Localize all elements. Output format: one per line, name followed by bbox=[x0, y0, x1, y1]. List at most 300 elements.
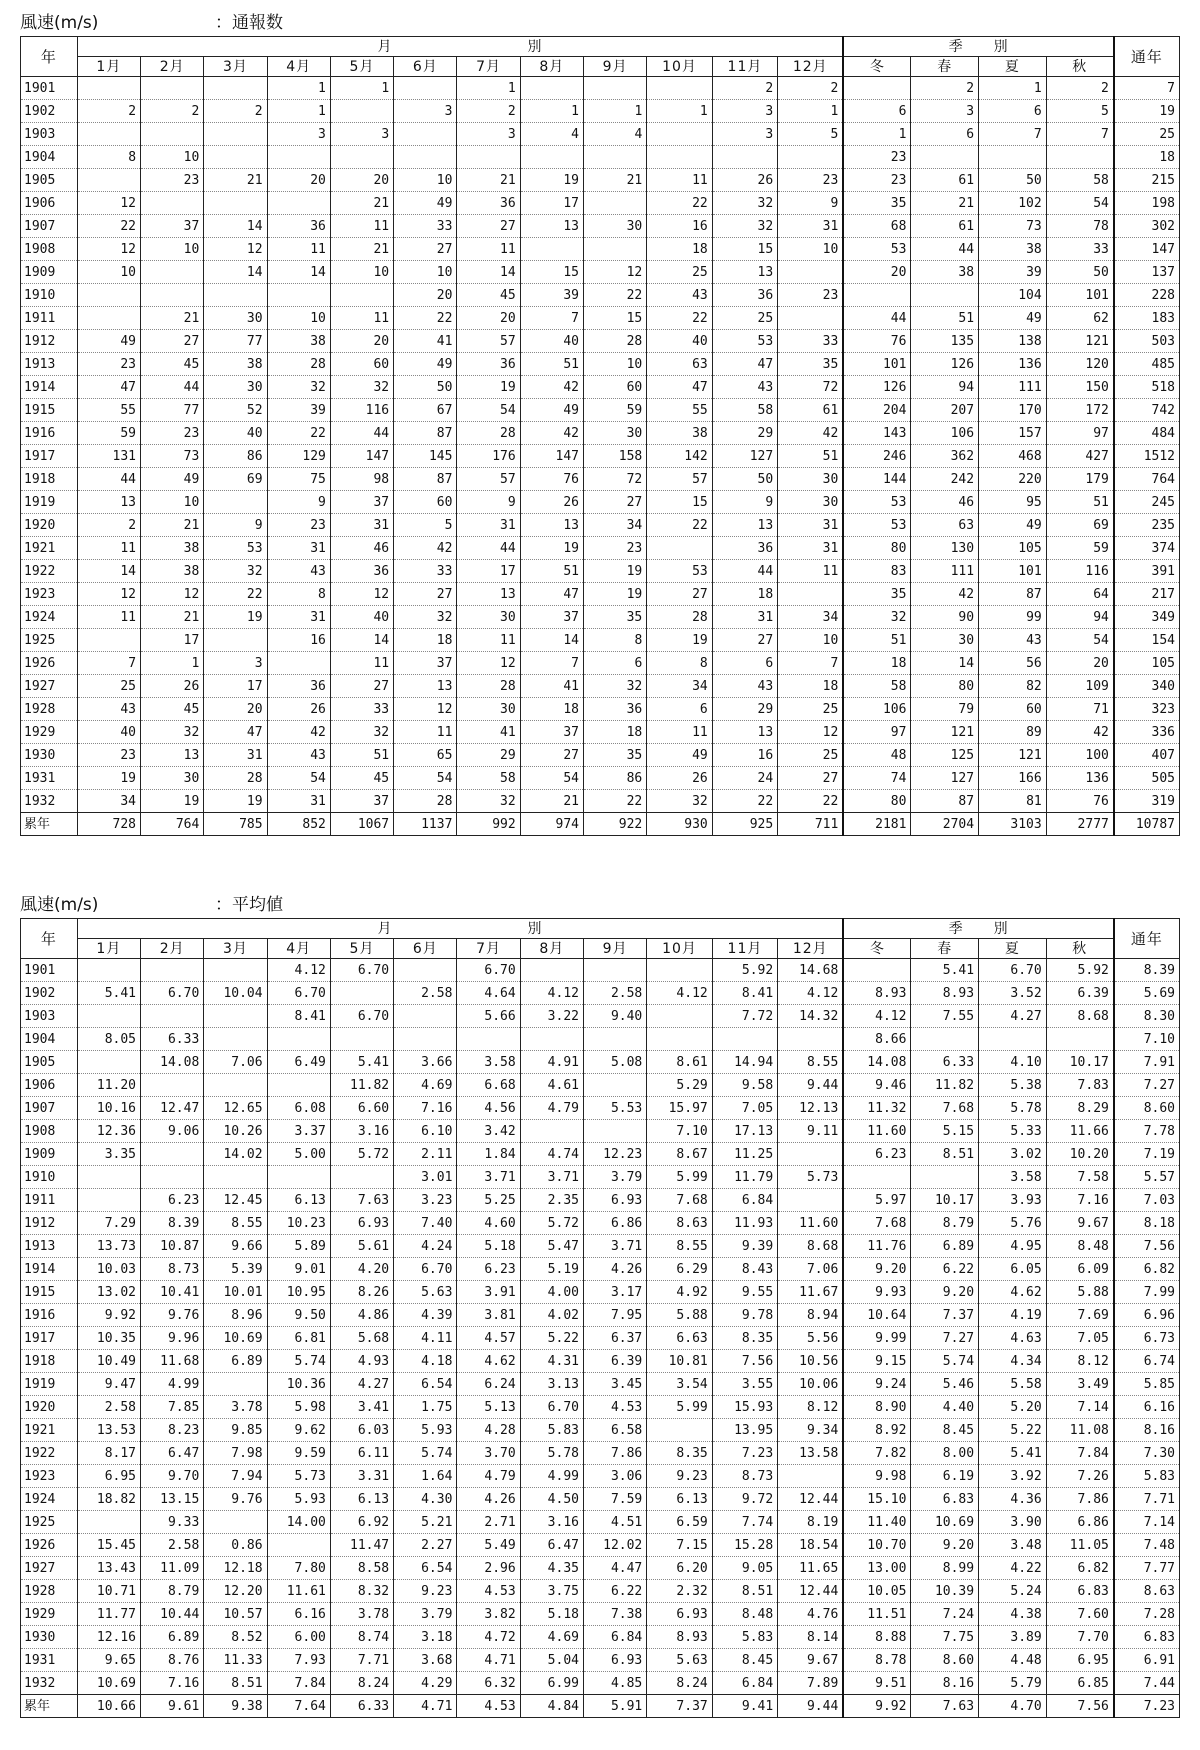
value-cell: 8.63 bbox=[1114, 1580, 1180, 1603]
month-header: 5月 bbox=[330, 939, 393, 959]
value-cell bbox=[778, 583, 844, 606]
value-cell: 7 bbox=[979, 123, 1047, 146]
value-cell: 2 bbox=[712, 77, 777, 100]
value-cell: 76 bbox=[520, 468, 583, 491]
value-cell: 14.94 bbox=[712, 1051, 777, 1074]
value-cell: 6.93 bbox=[583, 1189, 646, 1212]
value-cell: 6.70 bbox=[330, 959, 393, 982]
value-cell: 23 bbox=[267, 514, 330, 537]
value-cell: 9.66 bbox=[204, 1235, 267, 1258]
value-cell: 2.96 bbox=[457, 1557, 520, 1580]
value-cell: 5.56 bbox=[778, 1327, 844, 1350]
value-cell: 7.27 bbox=[1114, 1074, 1180, 1097]
value-cell: 15 bbox=[583, 307, 646, 330]
value-cell: 4.72 bbox=[457, 1626, 520, 1649]
value-cell: 4.53 bbox=[457, 1695, 520, 1718]
value-cell: 42 bbox=[911, 583, 979, 606]
value-cell: 59 bbox=[77, 422, 140, 445]
value-cell: 15.97 bbox=[647, 1097, 712, 1120]
value-cell: 136 bbox=[979, 353, 1047, 376]
value-cell bbox=[583, 77, 646, 100]
value-cell: 36 bbox=[457, 192, 520, 215]
year-cell: 1932 bbox=[21, 790, 78, 813]
table-row bbox=[21, 1626, 1180, 1649]
value-cell: 5.41 bbox=[330, 1051, 393, 1074]
value-cell: 7.82 bbox=[843, 1442, 911, 1465]
value-cell: 13.00 bbox=[843, 1557, 911, 1580]
value-cell: 4.12 bbox=[778, 982, 844, 1005]
value-cell: 1 bbox=[520, 100, 583, 123]
value-cell: 6.68 bbox=[457, 1074, 520, 1097]
value-cell: 4.79 bbox=[520, 1097, 583, 1120]
table-block-counts bbox=[20, 10, 1180, 836]
value-cell: 43 bbox=[267, 744, 330, 767]
month-header: 9月 bbox=[583, 939, 646, 959]
value-cell: 46 bbox=[911, 491, 979, 514]
value-cell: 53 bbox=[843, 514, 911, 537]
value-cell: 8.94 bbox=[778, 1304, 844, 1327]
value-cell bbox=[647, 1005, 712, 1028]
value-cell: 8.79 bbox=[141, 1580, 204, 1603]
value-cell: 2 bbox=[457, 100, 520, 123]
value-cell: 6.19 bbox=[911, 1465, 979, 1488]
value-cell: 1 bbox=[267, 100, 330, 123]
value-cell: 4.85 bbox=[583, 1672, 646, 1695]
value-cell: 7.10 bbox=[647, 1120, 712, 1143]
year-cell: 1915 bbox=[21, 1281, 78, 1304]
value-cell: 8 bbox=[647, 652, 712, 675]
value-cell: 11.33 bbox=[204, 1649, 267, 1672]
table-row bbox=[21, 560, 1180, 583]
value-cell: 7.58 bbox=[1046, 1166, 1114, 1189]
value-cell: 7.23 bbox=[712, 1442, 777, 1465]
year-cell: 1921 bbox=[21, 537, 78, 560]
value-cell: 53 bbox=[204, 537, 267, 560]
value-cell: 4.61 bbox=[520, 1074, 583, 1097]
table-row bbox=[21, 959, 1180, 982]
value-cell: 78 bbox=[1046, 215, 1114, 238]
value-cell: 11.47 bbox=[330, 1534, 393, 1557]
value-cell: 742 bbox=[1114, 399, 1180, 422]
value-cell: 7.68 bbox=[843, 1212, 911, 1235]
value-cell: 8.41 bbox=[712, 982, 777, 1005]
value-cell: 7.03 bbox=[1114, 1189, 1180, 1212]
year-cell: 1926 bbox=[21, 652, 78, 675]
value-cell bbox=[141, 1166, 204, 1189]
value-cell: 5.38 bbox=[979, 1074, 1047, 1097]
value-cell bbox=[712, 146, 777, 169]
value-cell: 32 bbox=[204, 560, 267, 583]
value-cell: 8 bbox=[77, 146, 140, 169]
value-cell bbox=[204, 1166, 267, 1189]
value-cell: 5.18 bbox=[457, 1235, 520, 1258]
value-cell: 8.16 bbox=[1114, 1419, 1180, 1442]
value-cell: 8.93 bbox=[647, 1626, 712, 1649]
value-cell: 33 bbox=[1046, 238, 1114, 261]
value-cell: 9.44 bbox=[778, 1074, 844, 1097]
value-cell: 8.76 bbox=[141, 1649, 204, 1672]
value-cell: 5.61 bbox=[330, 1235, 393, 1258]
table-subtitle: ：通報数 bbox=[215, 13, 283, 33]
value-cell bbox=[778, 261, 844, 284]
value-cell: 60 bbox=[330, 353, 393, 376]
value-cell: 5.20 bbox=[979, 1396, 1047, 1419]
value-cell: 10 bbox=[778, 629, 844, 652]
value-cell: 6.00 bbox=[267, 1626, 330, 1649]
value-cell bbox=[457, 146, 520, 169]
value-cell: 235 bbox=[1114, 514, 1180, 537]
value-cell: 3.89 bbox=[979, 1626, 1047, 1649]
year-cell: 1922 bbox=[21, 560, 78, 583]
value-cell: 20 bbox=[1046, 652, 1114, 675]
value-cell: 6.24 bbox=[457, 1373, 520, 1396]
value-cell: 9.34 bbox=[778, 1419, 844, 1442]
value-cell: 10.04 bbox=[204, 982, 267, 1005]
value-cell: 32 bbox=[647, 790, 712, 813]
value-cell: 13 bbox=[712, 261, 777, 284]
value-cell: 3.71 bbox=[457, 1166, 520, 1189]
value-cell: 44 bbox=[330, 422, 393, 445]
value-cell: 5.04 bbox=[520, 1649, 583, 1672]
value-cell: 12.65 bbox=[204, 1097, 267, 1120]
value-cell: 5.97 bbox=[843, 1189, 911, 1212]
value-cell: 6.93 bbox=[647, 1603, 712, 1626]
table-row bbox=[21, 1649, 1180, 1672]
table-row bbox=[21, 238, 1180, 261]
value-cell: 8.93 bbox=[843, 982, 911, 1005]
table-row bbox=[21, 146, 1180, 169]
value-cell: 5.22 bbox=[520, 1327, 583, 1350]
value-cell: 32 bbox=[843, 606, 911, 629]
value-cell: 13 bbox=[141, 744, 204, 767]
value-cell: 10.26 bbox=[204, 1120, 267, 1143]
value-cell: 5 bbox=[394, 514, 457, 537]
value-cell: 27 bbox=[394, 238, 457, 261]
average-speed-table bbox=[20, 918, 1180, 1718]
value-cell: 36 bbox=[583, 698, 646, 721]
value-cell: 10.35 bbox=[77, 1327, 140, 1350]
value-cell: 391 bbox=[1114, 560, 1180, 583]
value-cell: 10 bbox=[141, 491, 204, 514]
value-cell: 4.18 bbox=[394, 1350, 457, 1373]
value-cell: 7.10 bbox=[1114, 1028, 1180, 1051]
value-cell: 14 bbox=[77, 560, 140, 583]
table-row bbox=[21, 422, 1180, 445]
value-cell: 51 bbox=[1046, 491, 1114, 514]
value-cell bbox=[583, 959, 646, 982]
value-cell: 13.95 bbox=[712, 1419, 777, 1442]
value-cell: 4.74 bbox=[520, 1143, 583, 1166]
value-cell bbox=[647, 537, 712, 560]
value-cell: 3.17 bbox=[583, 1281, 646, 1304]
value-cell: 69 bbox=[204, 468, 267, 491]
value-cell: 21 bbox=[911, 192, 979, 215]
value-cell: 2 bbox=[77, 514, 140, 537]
value-cell: 127 bbox=[911, 767, 979, 790]
value-cell: 37 bbox=[330, 790, 393, 813]
value-cell: 183 bbox=[1114, 307, 1180, 330]
value-cell bbox=[141, 1005, 204, 1028]
value-cell: 10.57 bbox=[204, 1603, 267, 1626]
value-cell: 31 bbox=[267, 606, 330, 629]
value-cell: 12 bbox=[394, 698, 457, 721]
value-cell: 43 bbox=[647, 284, 712, 307]
value-cell: 23 bbox=[843, 146, 911, 169]
value-cell: 6.89 bbox=[204, 1350, 267, 1373]
value-cell: 14 bbox=[267, 261, 330, 284]
value-cell: 37 bbox=[330, 491, 393, 514]
year-cell: 1910 bbox=[21, 284, 78, 307]
value-cell: 53 bbox=[647, 560, 712, 583]
value-cell bbox=[141, 77, 204, 100]
value-cell: 5.85 bbox=[1114, 1373, 1180, 1396]
table-row bbox=[21, 1028, 1180, 1051]
value-cell: 3.18 bbox=[394, 1626, 457, 1649]
value-cell: 8.32 bbox=[330, 1580, 393, 1603]
value-cell: 32 bbox=[267, 376, 330, 399]
value-cell: 9.78 bbox=[712, 1304, 777, 1327]
value-cell: 3.13 bbox=[520, 1373, 583, 1396]
value-cell: 13 bbox=[712, 514, 777, 537]
value-cell: 3.41 bbox=[330, 1396, 393, 1419]
table-row bbox=[21, 491, 1180, 514]
value-cell: 73 bbox=[979, 215, 1047, 238]
value-cell: 6.23 bbox=[457, 1258, 520, 1281]
value-cell: 6.16 bbox=[267, 1603, 330, 1626]
value-cell: 15.10 bbox=[843, 1488, 911, 1511]
value-cell: 33 bbox=[778, 330, 844, 353]
table-row bbox=[21, 1143, 1180, 1166]
value-cell: 7.64 bbox=[267, 1695, 330, 1718]
value-cell: 27 bbox=[583, 491, 646, 514]
total-row bbox=[21, 1695, 1180, 1718]
value-cell bbox=[77, 1005, 140, 1028]
value-cell: 8.24 bbox=[647, 1672, 712, 1695]
value-cell: 6.96 bbox=[1114, 1304, 1180, 1327]
table-subtitle: ：平均値 bbox=[215, 895, 283, 915]
value-cell: 76 bbox=[1046, 790, 1114, 813]
value-cell: 9.67 bbox=[1046, 1212, 1114, 1235]
value-cell: 7.75 bbox=[911, 1626, 979, 1649]
value-cell: 81 bbox=[979, 790, 1047, 813]
value-cell: 9.50 bbox=[267, 1304, 330, 1327]
total-label: 累年 bbox=[21, 813, 78, 836]
value-cell: 36 bbox=[267, 215, 330, 238]
value-cell: 3.23 bbox=[394, 1189, 457, 1212]
value-cell: 518 bbox=[1114, 376, 1180, 399]
value-cell bbox=[267, 1074, 330, 1097]
year-cell: 1915 bbox=[21, 399, 78, 422]
value-cell: 3.79 bbox=[583, 1166, 646, 1189]
value-cell: 9.92 bbox=[843, 1695, 911, 1718]
value-cell bbox=[330, 146, 393, 169]
value-cell: 8 bbox=[267, 583, 330, 606]
value-cell: 7 bbox=[1046, 123, 1114, 146]
value-cell: 17 bbox=[204, 675, 267, 698]
value-cell: 20 bbox=[204, 698, 267, 721]
value-cell bbox=[520, 238, 583, 261]
value-cell: 39 bbox=[267, 399, 330, 422]
value-cell: 170 bbox=[979, 399, 1047, 422]
table-row bbox=[21, 307, 1180, 330]
value-cell: 60 bbox=[979, 698, 1047, 721]
value-cell: 150 bbox=[1046, 376, 1114, 399]
value-cell: 32 bbox=[712, 192, 777, 215]
value-cell: 3.02 bbox=[979, 1143, 1047, 1166]
value-cell: 1 bbox=[457, 77, 520, 100]
value-cell: 6.05 bbox=[979, 1258, 1047, 1281]
value-cell: 8.26 bbox=[330, 1281, 393, 1304]
value-cell: 11.79 bbox=[712, 1166, 777, 1189]
value-cell: 31 bbox=[457, 514, 520, 537]
value-cell: 14 bbox=[204, 215, 267, 238]
value-cell: 3.58 bbox=[457, 1051, 520, 1074]
value-cell: 7.84 bbox=[267, 1672, 330, 1695]
value-cell: 3103 bbox=[979, 813, 1047, 836]
value-cell: 13.02 bbox=[77, 1281, 140, 1304]
value-cell: 7.89 bbox=[778, 1672, 844, 1695]
value-cell: 3.06 bbox=[583, 1465, 646, 1488]
table-row bbox=[21, 468, 1180, 491]
value-cell: 30 bbox=[911, 629, 979, 652]
value-cell: 10.16 bbox=[77, 1097, 140, 1120]
value-cell: 4.69 bbox=[394, 1074, 457, 1097]
value-cell: 25 bbox=[77, 675, 140, 698]
value-cell: 51 bbox=[520, 353, 583, 376]
value-cell bbox=[204, 959, 267, 982]
value-cell: 5.22 bbox=[979, 1419, 1047, 1442]
value-cell: 10 bbox=[583, 353, 646, 376]
value-cell: 3.71 bbox=[583, 1235, 646, 1258]
value-cell: 51 bbox=[778, 445, 844, 468]
value-cell: 4.62 bbox=[457, 1350, 520, 1373]
value-cell: 4.84 bbox=[520, 1695, 583, 1718]
value-cell: 198 bbox=[1114, 192, 1180, 215]
value-cell: 6.89 bbox=[141, 1626, 204, 1649]
year-cell: 1929 bbox=[21, 1603, 78, 1626]
value-cell: 43 bbox=[712, 376, 777, 399]
value-cell: 40 bbox=[330, 606, 393, 629]
year-cell: 1904 bbox=[21, 1028, 78, 1051]
season-header: 夏 bbox=[979, 57, 1047, 77]
value-cell: 5.72 bbox=[520, 1212, 583, 1235]
value-cell: 2.58 bbox=[583, 982, 646, 1005]
year-cell: 1916 bbox=[21, 422, 78, 445]
value-cell: 8.68 bbox=[778, 1235, 844, 1258]
value-cell: 9.11 bbox=[778, 1120, 844, 1143]
value-cell: 105 bbox=[1114, 652, 1180, 675]
value-cell: 9.85 bbox=[204, 1419, 267, 1442]
value-cell: 12 bbox=[77, 238, 140, 261]
year-header: 年 bbox=[21, 37, 78, 77]
value-cell: 9.99 bbox=[843, 1327, 911, 1350]
value-cell: 728 bbox=[77, 813, 140, 836]
value-cell: 7.71 bbox=[330, 1649, 393, 1672]
value-cell: 30 bbox=[457, 606, 520, 629]
value-cell: 131 bbox=[77, 445, 140, 468]
value-cell: 4.79 bbox=[457, 1465, 520, 1488]
table-row bbox=[21, 1511, 1180, 1534]
value-cell: 26 bbox=[520, 491, 583, 514]
value-cell: 6.33 bbox=[330, 1695, 393, 1718]
value-cell: 4.53 bbox=[457, 1580, 520, 1603]
value-cell: 11.65 bbox=[778, 1557, 844, 1580]
value-cell: 54 bbox=[394, 767, 457, 790]
value-cell: 28 bbox=[267, 353, 330, 376]
value-cell: 35 bbox=[843, 583, 911, 606]
value-cell: 6.70 bbox=[520, 1396, 583, 1419]
value-cell: 2 bbox=[141, 100, 204, 123]
table-row bbox=[21, 1534, 1180, 1557]
value-cell: 37 bbox=[141, 215, 204, 238]
value-cell: 21 bbox=[141, 514, 204, 537]
value-cell: 12.13 bbox=[778, 1097, 844, 1120]
value-cell: 83 bbox=[843, 560, 911, 583]
value-cell: 7.05 bbox=[712, 1097, 777, 1120]
value-cell: 323 bbox=[1114, 698, 1180, 721]
value-cell: 15 bbox=[712, 238, 777, 261]
value-cell: 11.20 bbox=[77, 1074, 140, 1097]
value-cell bbox=[204, 284, 267, 307]
value-cell: 5.83 bbox=[520, 1419, 583, 1442]
value-cell: 7.63 bbox=[911, 1695, 979, 1718]
value-cell: 97 bbox=[1046, 422, 1114, 445]
value-cell: 65 bbox=[394, 744, 457, 767]
value-cell: 5.33 bbox=[979, 1120, 1047, 1143]
table-row bbox=[21, 1212, 1180, 1235]
value-cell: 5.13 bbox=[457, 1396, 520, 1419]
year-cell: 1917 bbox=[21, 445, 78, 468]
value-cell bbox=[911, 1028, 979, 1051]
value-cell: 7.23 bbox=[1114, 1695, 1180, 1718]
year-cell: 1901 bbox=[21, 77, 78, 100]
table-row bbox=[21, 399, 1180, 422]
value-cell: 99 bbox=[979, 606, 1047, 629]
value-cell: 9.20 bbox=[911, 1534, 979, 1557]
value-cell: 8.48 bbox=[1046, 1235, 1114, 1258]
value-cell: 4.27 bbox=[979, 1005, 1047, 1028]
value-cell: 6 bbox=[712, 652, 777, 675]
year-cell: 1912 bbox=[21, 1212, 78, 1235]
value-cell: 9.72 bbox=[712, 1488, 777, 1511]
value-cell: 15.93 bbox=[712, 1396, 777, 1419]
year-cell: 1931 bbox=[21, 767, 78, 790]
value-cell: 8.39 bbox=[1114, 959, 1180, 982]
month-header: 8月 bbox=[520, 939, 583, 959]
value-cell: 11.66 bbox=[1046, 1120, 1114, 1143]
value-cell: 44 bbox=[843, 307, 911, 330]
value-cell: 7.38 bbox=[583, 1603, 646, 1626]
value-cell: 5.79 bbox=[979, 1672, 1047, 1695]
value-cell: 7.94 bbox=[204, 1465, 267, 1488]
value-cell: 2.27 bbox=[394, 1534, 457, 1557]
month-header: 6月 bbox=[394, 57, 457, 77]
value-cell: 8.14 bbox=[778, 1626, 844, 1649]
value-cell bbox=[141, 284, 204, 307]
value-cell: 11 bbox=[457, 629, 520, 652]
value-cell: 8.60 bbox=[1114, 1097, 1180, 1120]
value-cell: 40 bbox=[77, 721, 140, 744]
value-cell: 30 bbox=[457, 698, 520, 721]
value-cell: 6.33 bbox=[911, 1051, 979, 1074]
value-cell: 33 bbox=[394, 215, 457, 238]
value-cell: 215 bbox=[1114, 169, 1180, 192]
value-cell: 4.69 bbox=[520, 1626, 583, 1649]
value-cell: 121 bbox=[911, 721, 979, 744]
value-cell: 35 bbox=[583, 744, 646, 767]
value-cell: 7.30 bbox=[1114, 1442, 1180, 1465]
value-cell: 1 bbox=[979, 77, 1047, 100]
